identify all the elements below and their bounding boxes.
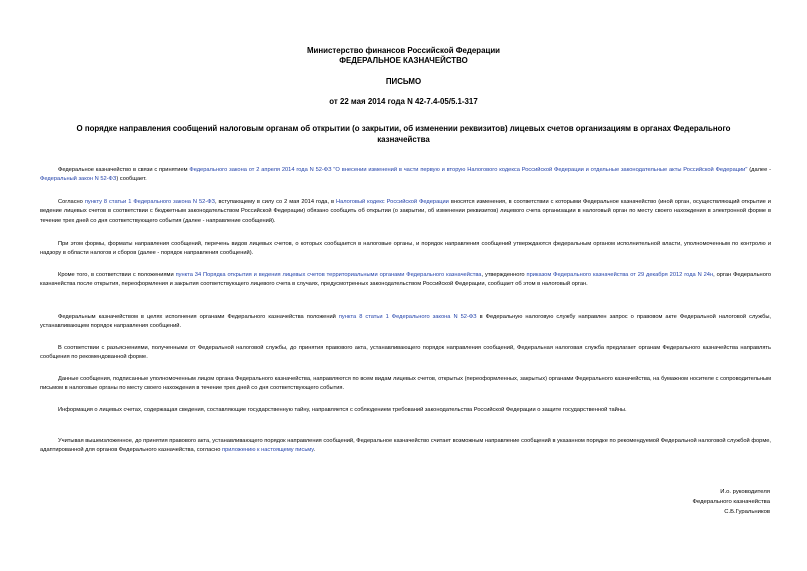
paragraph-text: , орган Федерального казначейства после открытия, переоформления и закрытия соответствующего лицевого счета в случаях, предусмотренных законодательством Российской Федерации, сообщает об этом в налоговый орган. bbox=[40, 272, 771, 288]
link-point-8-article-1[interactable]: пункту 8 статьи 1 Федерального закона N 52-ФЗ bbox=[84, 199, 215, 205]
paragraph-text: Учитывая вышеизложенное, до принятия правового акта, устанавливающего порядок направления сообщений, Федеральное казначейство считает возможным направление сообщений в указанном порядке по рекомендуемой Федеральной налоговой службой форме, адаптированной для органов Федерального казначейства, согласно bbox=[40, 438, 771, 454]
paragraph-text: При этом формы, форматы направления сообщений, перечень видов лицевых счетов, о которых сообщается в налоговые органы, и порядок направления сообщений утверждаются федеральным органом исполнительной власти, уполномоченным по контролю и надзору в области налогов и сборов (далее - порядок направления сообщений). bbox=[40, 241, 771, 257]
link-point-34-procedure[interactable]: пункта 34 Порядка открытия и ведения лицевых счетов территориальными органами Федерального казначейства bbox=[175, 272, 482, 278]
signature-organization: Федерального казначейства bbox=[692, 499, 770, 505]
paragraph-text: Кроме того, в соответствии с положениями bbox=[58, 272, 176, 278]
paragraph-text: Согласно bbox=[58, 199, 85, 205]
link-federal-law-52fz[interactable]: Федерального закона от 2 апреля 2014 года N 52-ФЗ "О внесении изменений в части первую и вторую Налогового кодекса Российской Федерации и отдельные законодательные акты Российской Федерации" bbox=[189, 167, 748, 173]
ministry-name: Министерство финансов Российской Федерации bbox=[306, 46, 501, 55]
link-treasury-order-24n[interactable]: приказом Федерального казначейства от 29 декабря 2012 года N 24н bbox=[526, 272, 714, 278]
paragraph-text: , вступающему в силу со 2 мая 2014 года, в bbox=[214, 199, 336, 205]
paragraph-9 bbox=[40, 437, 771, 456]
signature-role: И.о. руководителя bbox=[720, 489, 770, 495]
paragraph-text: ) сообщает. bbox=[116, 176, 147, 183]
paragraph-text: Федеральным казначейством в целях исполнения органами Федерального казначейства положений bbox=[58, 314, 339, 320]
link-appendix[interactable]: приложению к настоящему письму bbox=[222, 447, 314, 454]
paragraph-8 bbox=[40, 406, 771, 415]
agency-name: ФЕДЕРАЛЬНОЕ КАЗНАЧЕЙСТВО bbox=[339, 56, 468, 65]
link-point-8-article-1[interactable]: пункта 8 статьи 1 Федерального закона N 52-ФЗ bbox=[338, 314, 477, 320]
document-title: О порядке направления сообщений налоговым органам об открытии (о закрытии, об изменении реквизитов) лицевых счетов организациям в органах Федерального казначейства bbox=[76, 124, 731, 144]
paragraph-4 bbox=[40, 271, 771, 290]
link-tax-code[interactable]: Налоговый кодекс Российской Федерации bbox=[336, 199, 449, 205]
paragraph-1 bbox=[40, 166, 771, 185]
paragraph-7 bbox=[40, 375, 771, 394]
paragraph-6 bbox=[40, 344, 771, 363]
link-federal-law-52fz-short[interactable]: Федеральный закон N 52-ФЗ bbox=[40, 176, 117, 183]
paragraph-text: Федеральное казначейство в связи с принятием bbox=[58, 167, 190, 173]
paragraph-text: В соответствии с разъяснениями, полученными от Федеральной налоговой службы, до принятия правового акта, устанавливающего порядок направления сообщений, Федеральная налоговая служба предлагает органам Федерального казначейства направлять сообщения по рекомендованной форме. bbox=[40, 345, 771, 361]
paragraph-3 bbox=[40, 240, 771, 259]
signature-name: С.Б.Гуральников bbox=[724, 509, 770, 515]
paragraph-2 bbox=[40, 198, 771, 226]
paragraph-text: (далее - bbox=[747, 167, 771, 173]
paragraph-text: Информация о лицевых счетах, содержащая сведения, составляющие государственную тайну, направляется с соблюдением требований законодательства Российской Федерации о защите государственной тайны. bbox=[58, 407, 627, 413]
document-date-number: от 22 мая 2014 года N 42-7.4-05/5.1-317 bbox=[329, 97, 478, 106]
document-type: ПИСЬМО bbox=[385, 77, 422, 86]
paragraph-text: вносятся изменения, в соответствии с которыми Федеральное казначейство (иной орган, осуществляющий открытие и ведение лицевых счетов в соответствии с бюджетным законодательством Российской Федерации) обязано сообщить об открытии (о закрытии, об изменении реквизитов) лицевого счета организации в налоговый орган по месту своего нахождения в электронной форме в течение трех дней со дня соответствующего события (далее - направление сообщений). bbox=[40, 199, 771, 224]
paragraph-text: . bbox=[313, 447, 316, 454]
paragraph-text: , утвержденного bbox=[481, 272, 527, 278]
paragraph-text: Данные сообщения, подписанные уполномоченным лицом органа Федерального казначейства, направляются по всем видам лицевых счетов, открытых (переоформленных, закрытых) органами Федерального казначейства, на бумажном носителе с сопроводительным письмом в налоговые органы по месту своего нахождения в течение трех дней со дня соответствующего события. bbox=[40, 376, 771, 392]
paragraph-text: в Федеральную налоговую службу направлен запрос о правовом акте Федеральной налоговой службы, устанавливающем порядок направления сообщений. bbox=[40, 314, 771, 330]
paragraph-5 bbox=[40, 313, 771, 332]
